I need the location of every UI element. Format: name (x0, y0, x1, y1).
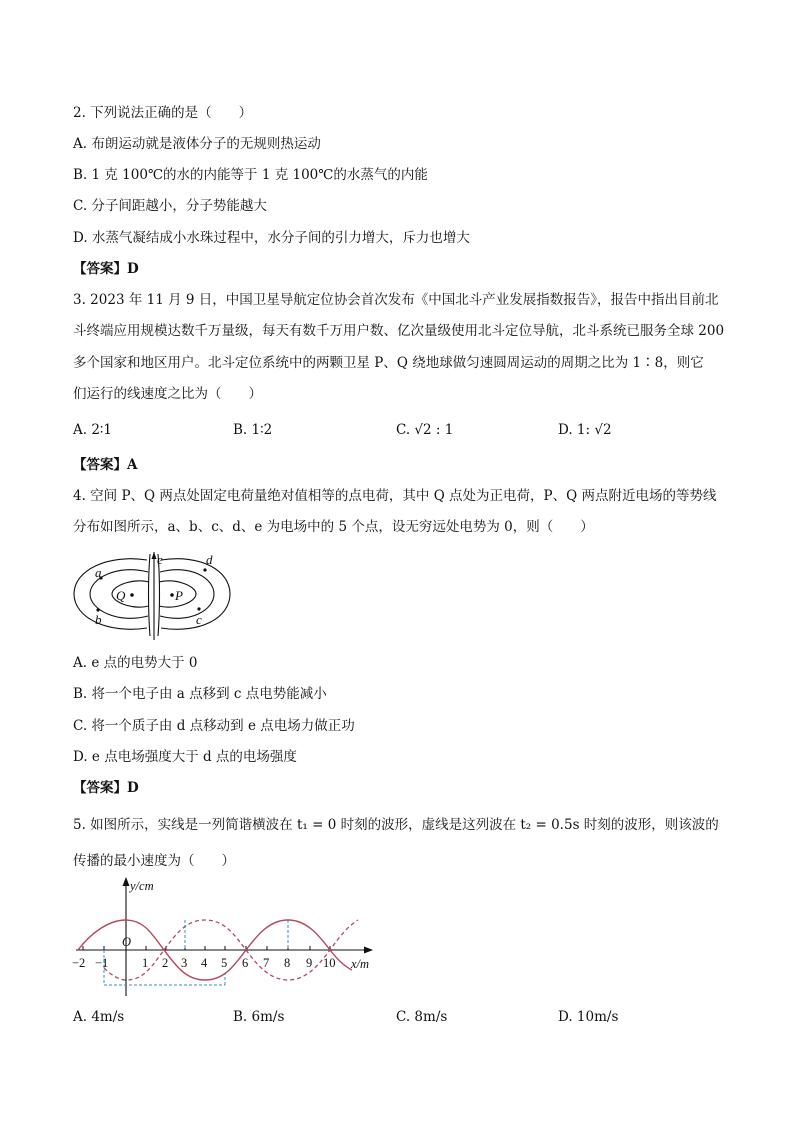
label-P: P (175, 588, 183, 603)
q5-option-c: C. 8m/s (396, 1009, 448, 1025)
tick-label: 5 (221, 956, 228, 970)
q4-option-c: C. 将一个质子由 d 点移动到 e 点电场力做正功 (73, 718, 355, 734)
q3-stem-line-3: 多个国家和地区用户。北斗定位系统中的两颗卫星 P、Q 绕地球做匀速圆周运动的周期之比为 1∶8，则它 (73, 355, 704, 371)
label-e: e (157, 552, 163, 567)
q5-option-a: A. 4m/s (73, 1009, 125, 1025)
label-Q: Q (116, 588, 126, 603)
q3-answer: 【答案】A (73, 457, 138, 473)
equipotential-figure (68, 548, 238, 640)
tick-label: 7 (263, 956, 270, 970)
label-a: a (95, 565, 102, 580)
q3-stem-line-2: 斗终端应用规模达数千万量级，每天有数千万用户数、亿次量级使用北斗定位导航，北斗系统已服务全球 200 (73, 323, 725, 339)
q3-stem-line-1: 3. 2023 年 11 月 9 日，中国卫星导航定位协会首次发布《中国北斗产业发展指数报告》，报告中指出目前北 (73, 292, 719, 308)
tick-label: 6 (242, 956, 249, 970)
label-c: c (196, 612, 202, 627)
tick-label: 9 (306, 956, 313, 970)
q5-stem-line-2: 传播的最小速度为（ ） (73, 853, 235, 869)
q3-option-b: B. 1∶2 (233, 422, 273, 438)
origin-label: O (122, 935, 132, 949)
q4-stem-line-2: 分布如图所示，a、b、c、d、e 为电场中的 5 个点，设无穷远处电势为 0，则（ ） (73, 519, 594, 535)
tick-label: 4 (201, 956, 208, 970)
tick-label: 3 (181, 956, 188, 970)
q2-option-d: D. 水蒸气凝结成小水珠过程中，水分子间的引力增大，斥力也增大 (73, 230, 470, 246)
q2-stem: 2. 下列说法正确的是（ ） (73, 105, 253, 121)
q3-option-d: D. 1: √2 (558, 422, 612, 438)
x-axis-label: x/m (351, 957, 370, 971)
q4-answer: 【答案】D (73, 780, 139, 796)
label-d: d (206, 552, 213, 567)
q4-option-d: D. e 点电场强度大于 d 点的电场强度 (73, 749, 297, 765)
q4-option-b: B. 将一个电子由 a 点移到 c 点电势能减小 (73, 686, 327, 702)
q3-stem-line-4: 们运行的线速度之比为（ ） (73, 386, 262, 402)
q2-option-c: C. 分子间距越小，分子势能越大 (73, 198, 267, 214)
q4-stem-line-1: 4. 空间 P、Q 两点处固定电荷量绝对值相等的点电荷，其中 Q 点处为正电荷，P、Q 两点附近电场的等势线 (73, 488, 717, 504)
tick-label: 2 (162, 956, 169, 970)
tick-label: 1 (142, 956, 149, 970)
q2-option-b: B. 1 克 100℃的水的内能等于 1 克 100℃的水蒸气的内能 (73, 167, 428, 183)
q3-option-a: A. 2∶1 (73, 422, 113, 438)
wave-figure (68, 874, 378, 1000)
q5-option-b: B. 6m/s (233, 1009, 285, 1025)
q2-answer: 【答案】D (73, 261, 139, 277)
q5-stem-line-1: 5. 如图所示，实线是一列简谐横波在 t₁ = 0 时刻的波形，虚线是这列波在 t₂ = 0.5s 时刻的波形，则该波的 (73, 817, 719, 833)
tick-label: −2 (72, 956, 86, 970)
q4-option-a: A. e 点的电势大于 0 (73, 655, 198, 671)
tick-label: 8 (284, 956, 291, 970)
q5-option-d: D. 10m/s (558, 1009, 619, 1025)
tick-label: −1 (95, 956, 109, 970)
q2-option-a: A. 布朗运动就是液体分子的无规则热运动 (73, 136, 321, 152)
q3-option-c: C. √2 : 1 (396, 422, 454, 438)
label-b: b (95, 612, 102, 627)
y-axis-label: y/cm (130, 879, 154, 893)
tick-label: 10 (323, 956, 336, 970)
